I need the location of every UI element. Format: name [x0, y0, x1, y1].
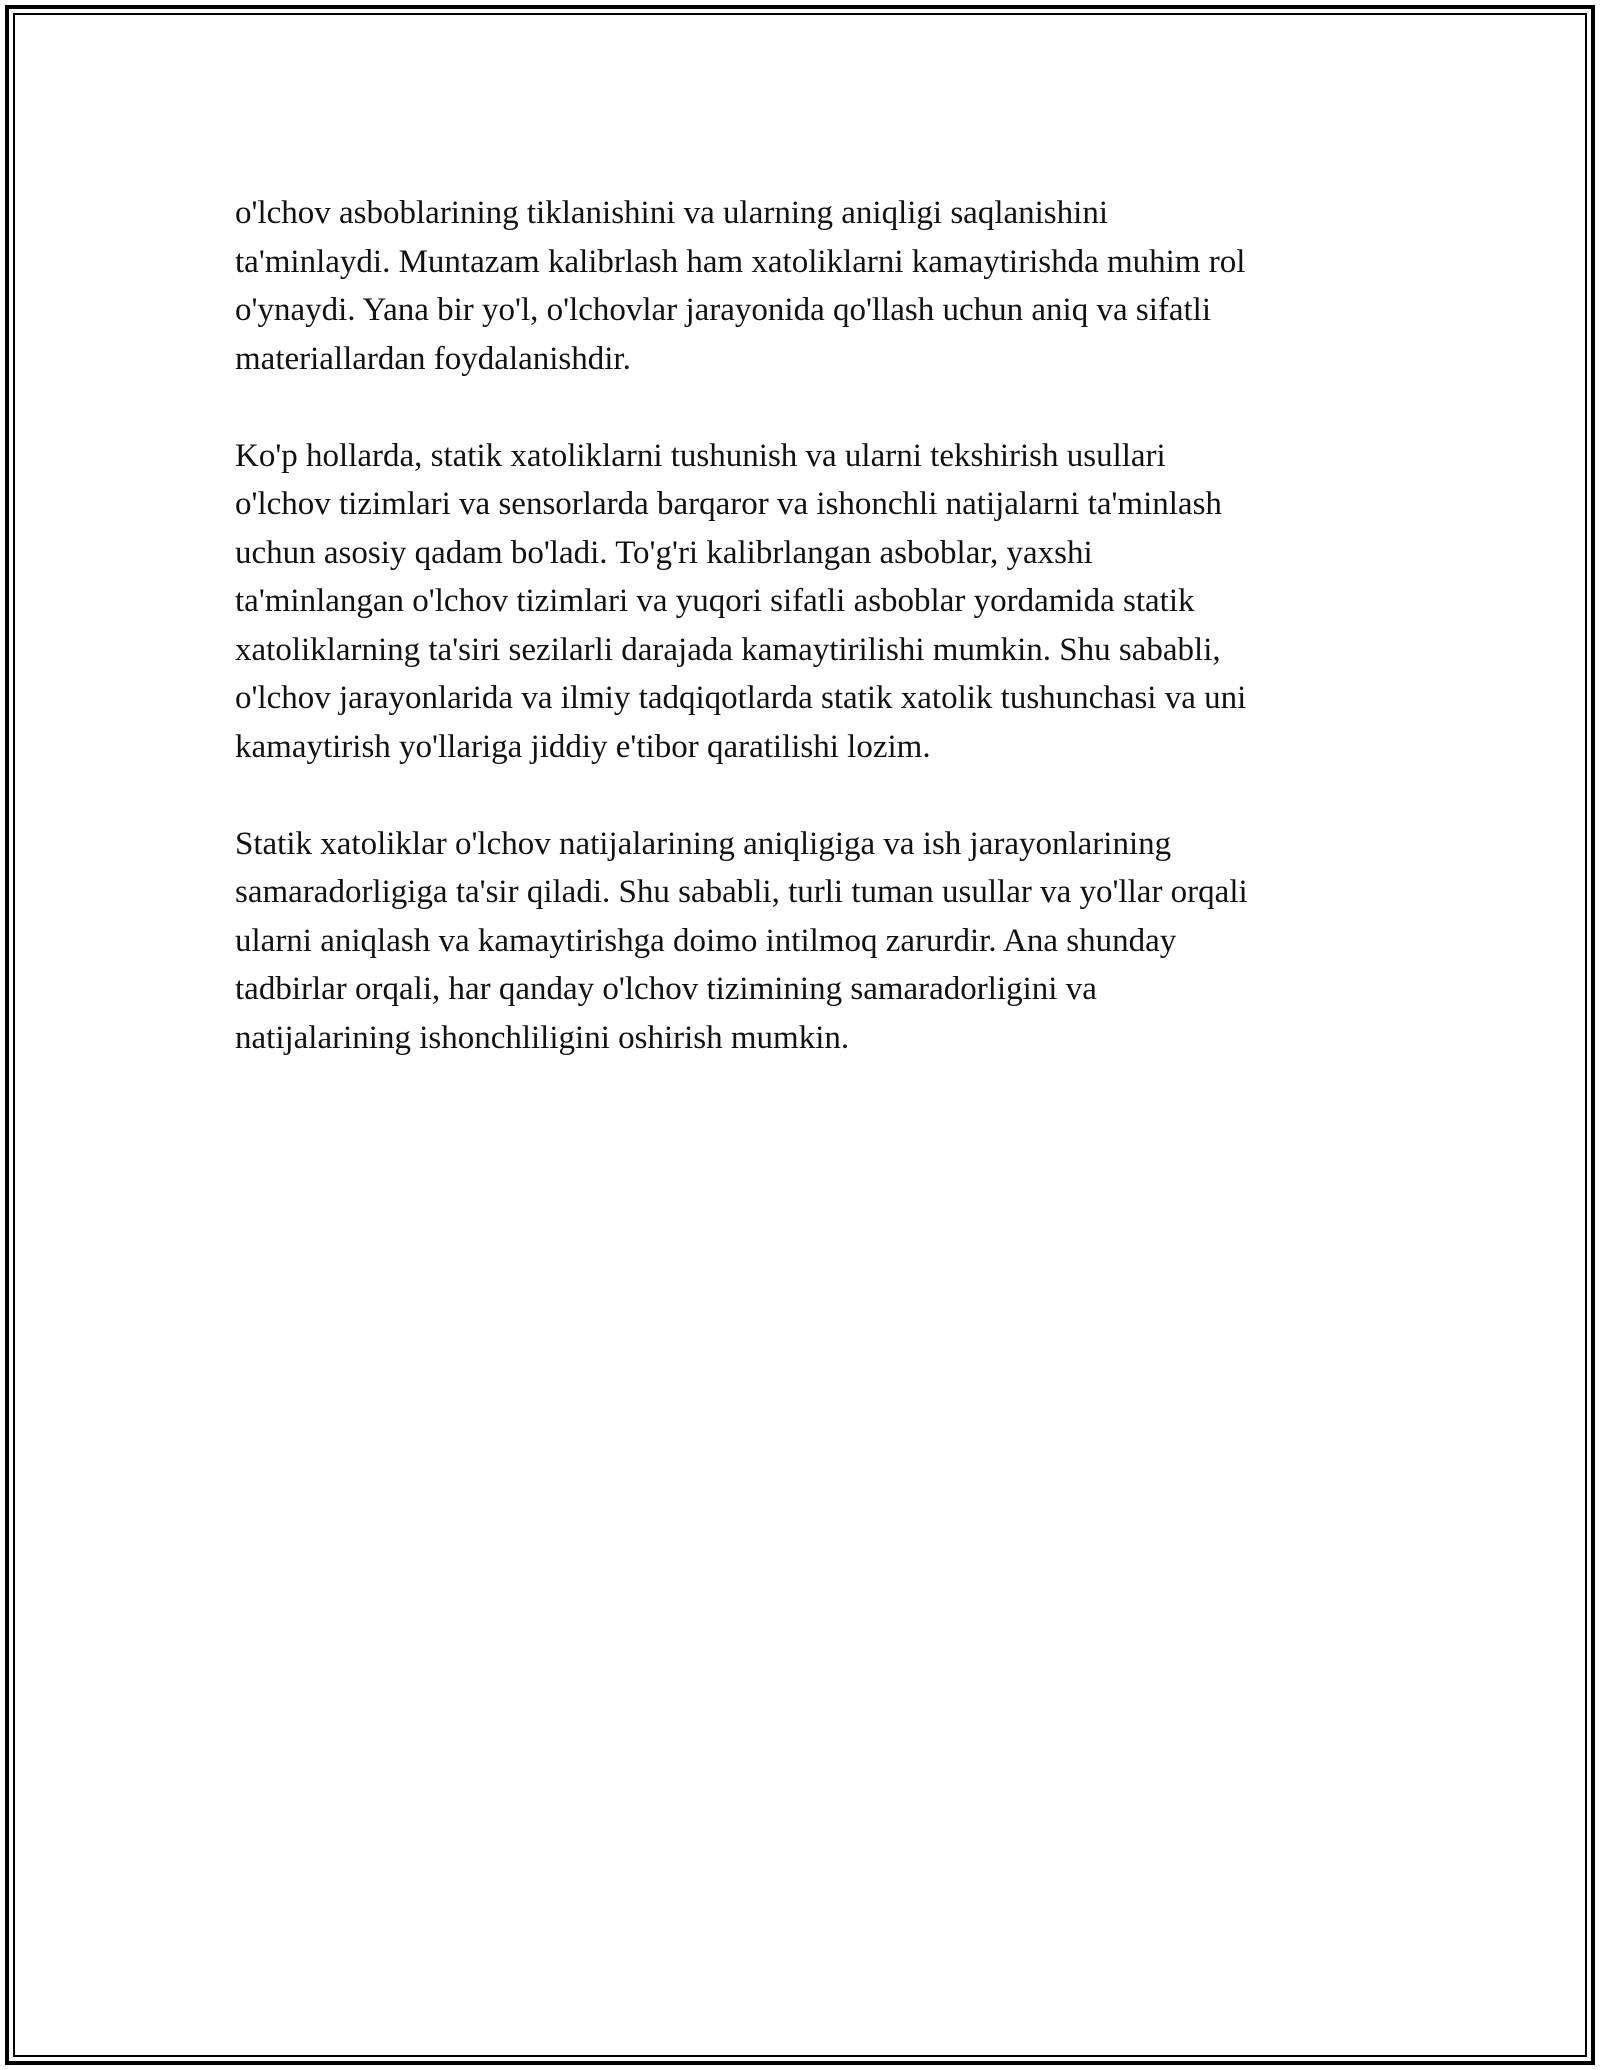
- text-line: natijalarining ishonchliligini oshirish mumkin.: [235, 1019, 850, 1056]
- paragraph-2: [235, 432, 1375, 772]
- text-line: ularni aniqlash va kamaytirishga doimo intilmoq zarurdir. Ana shunday: [235, 922, 1177, 959]
- text-line: o'ynaydi. Yana bir yo'l, o'lchovlar jarayonida qo'llash uchun aniq va sifatli: [235, 292, 1211, 328]
- text-line: materiallardan foydalanishdir.: [235, 340, 631, 377]
- text-line: samaradorligiga ta'sir qiladi. Shu sababli, turli tuman usullar va yo'llar orqali: [235, 874, 1248, 910]
- text-line: Statik xatoliklar o'lchov natijalarining aniqligiga va ish jarayonlarining: [235, 825, 1172, 862]
- text-line: Ko'p hollarda, statik xatoliklarni tushunish va ularni tekshirish usullari: [235, 437, 1166, 474]
- text-line: ta'minlaydi. Muntazam kalibrlash ham xatoliklarni kamaytirishda muhim rol: [235, 243, 1246, 280]
- text-line: o'lchov asboblarining tiklanishini va ularning aniqligi saqlanishini: [235, 195, 1108, 231]
- text-line: tadbirlar orqali, har qanday o'lchov tizimining samaradorligini va: [235, 971, 1097, 1007]
- paragraph-3: [235, 820, 1375, 1063]
- text-line: ta'minlangan o'lchov tizimlari va yuqori sifatli asboblar yordamida statik: [235, 583, 1195, 619]
- text-line: xatoliklarning ta'siri sezilarli darajada kamaytirilishi mumkin. Shu sababli,: [235, 631, 1221, 668]
- document-body: [235, 189, 1375, 1111]
- text-line: o'lchov jarayonlarida va ilmiy tadqiqotlarda statik xatolik tushunchasi va uni: [235, 680, 1247, 716]
- text-line: uchun asosiy qadam bo'ladi. To'g'ri kalibrlangan asboblar, yaxshi: [235, 534, 1093, 571]
- text-line: o'lchov tizimlari va sensorlarda barqaror va ishonchli natijalarni ta'minlash: [235, 486, 1222, 522]
- text-line: kamaytirish yo'llariga jiddiy e'tibor qaratilishi lozim.: [235, 728, 931, 765]
- paragraph-1: [235, 189, 1375, 383]
